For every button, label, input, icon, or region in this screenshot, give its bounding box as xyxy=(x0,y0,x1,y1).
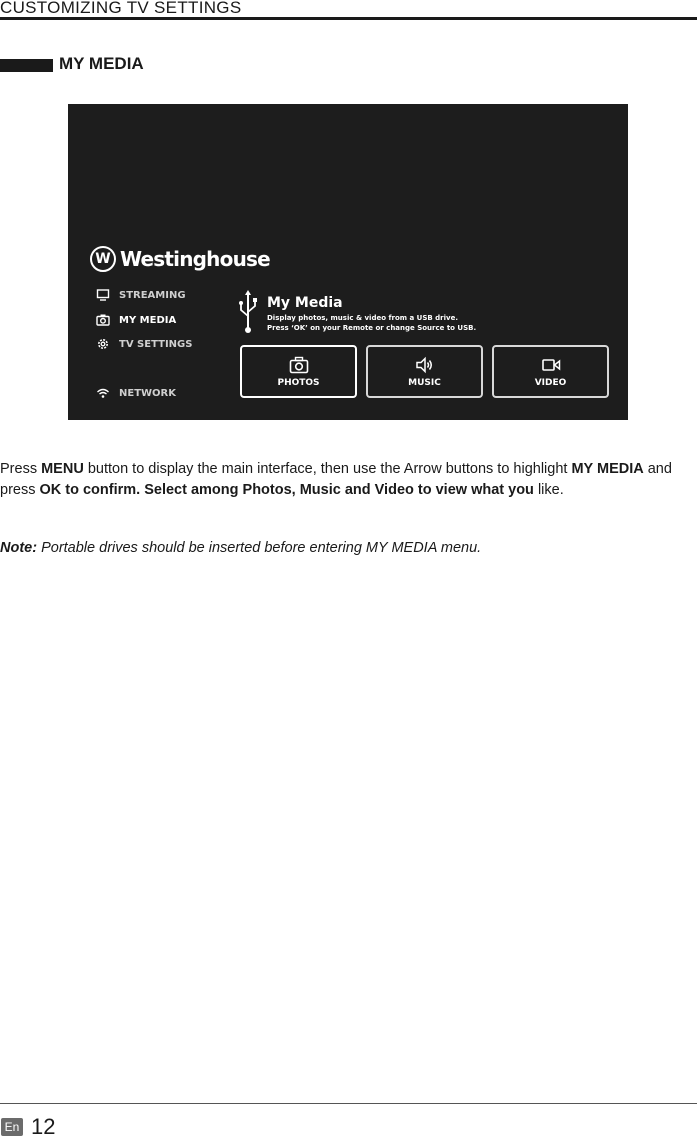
westinghouse-logo xyxy=(90,246,270,272)
bold-text-run: OK to confirm. Select among Photos, Music and Video to view what you xyxy=(39,481,534,498)
text-run: and press xyxy=(0,461,672,498)
usb-icon xyxy=(238,290,258,334)
footer-divider xyxy=(0,1103,697,1104)
camera-icon xyxy=(96,313,110,327)
text-run: like. xyxy=(533,481,564,498)
section-header-text: CUSTOMIZING TV SETTINGS xyxy=(0,0,242,17)
gear-icon xyxy=(96,337,110,351)
logo-mark: W xyxy=(90,246,116,272)
menu-item-label: NETWORK xyxy=(119,387,177,399)
page-number: 12 xyxy=(31,1114,56,1139)
tile-label: MUSIC xyxy=(408,377,441,388)
bold-text-run: MY MEDIA xyxy=(571,461,644,477)
video-camera-icon xyxy=(541,356,561,374)
section-header xyxy=(0,0,697,20)
tv-screen-illustration xyxy=(68,104,628,420)
heading-bar xyxy=(0,59,53,72)
text-run: button to display the main interface, then use the Arrow buttons to highlight xyxy=(83,461,572,477)
tv-icon xyxy=(96,288,110,302)
text-run: Press xyxy=(0,461,42,477)
logo-brand: Westinghouse xyxy=(120,247,270,271)
wifi-icon xyxy=(96,386,110,400)
menu-item-label: TV SETTINGS xyxy=(119,338,193,350)
my-media-desc-line: Display photos, music & video from a USB drive. xyxy=(267,314,458,322)
menu-item-network[interactable] xyxy=(96,386,176,400)
heading-title: MY MEDIA xyxy=(59,54,144,73)
bold-text-run: MENU xyxy=(41,461,84,477)
note-text: Portable drives should be inserted before entering MY MEDIA menu. xyxy=(37,540,482,556)
menu-item-my-media[interactable] xyxy=(96,313,176,327)
tile-label: PHOTOS xyxy=(277,377,320,388)
menu-item-tv-settings[interactable] xyxy=(96,337,192,351)
my-media-desc-line: Press ‘OK’ on your Remote or change Source to USB. xyxy=(267,324,477,332)
menu-item-label: STREAMING xyxy=(119,289,186,301)
my-media-title: My Media xyxy=(267,295,343,311)
tile-label: VIDEO xyxy=(534,377,567,388)
menu-item-streaming[interactable] xyxy=(96,288,186,302)
language-badge: En xyxy=(1,1118,23,1136)
video-tile[interactable] xyxy=(492,345,609,398)
speaker-icon xyxy=(415,356,435,374)
note xyxy=(0,540,481,556)
my-media-description xyxy=(267,313,476,333)
photos-tile[interactable] xyxy=(240,345,357,398)
note-label: Note: xyxy=(0,540,38,556)
camera-icon xyxy=(289,356,309,374)
music-tile[interactable] xyxy=(366,345,483,398)
instructions-paragraph xyxy=(0,459,690,500)
menu-item-label: MY MEDIA xyxy=(119,314,177,326)
